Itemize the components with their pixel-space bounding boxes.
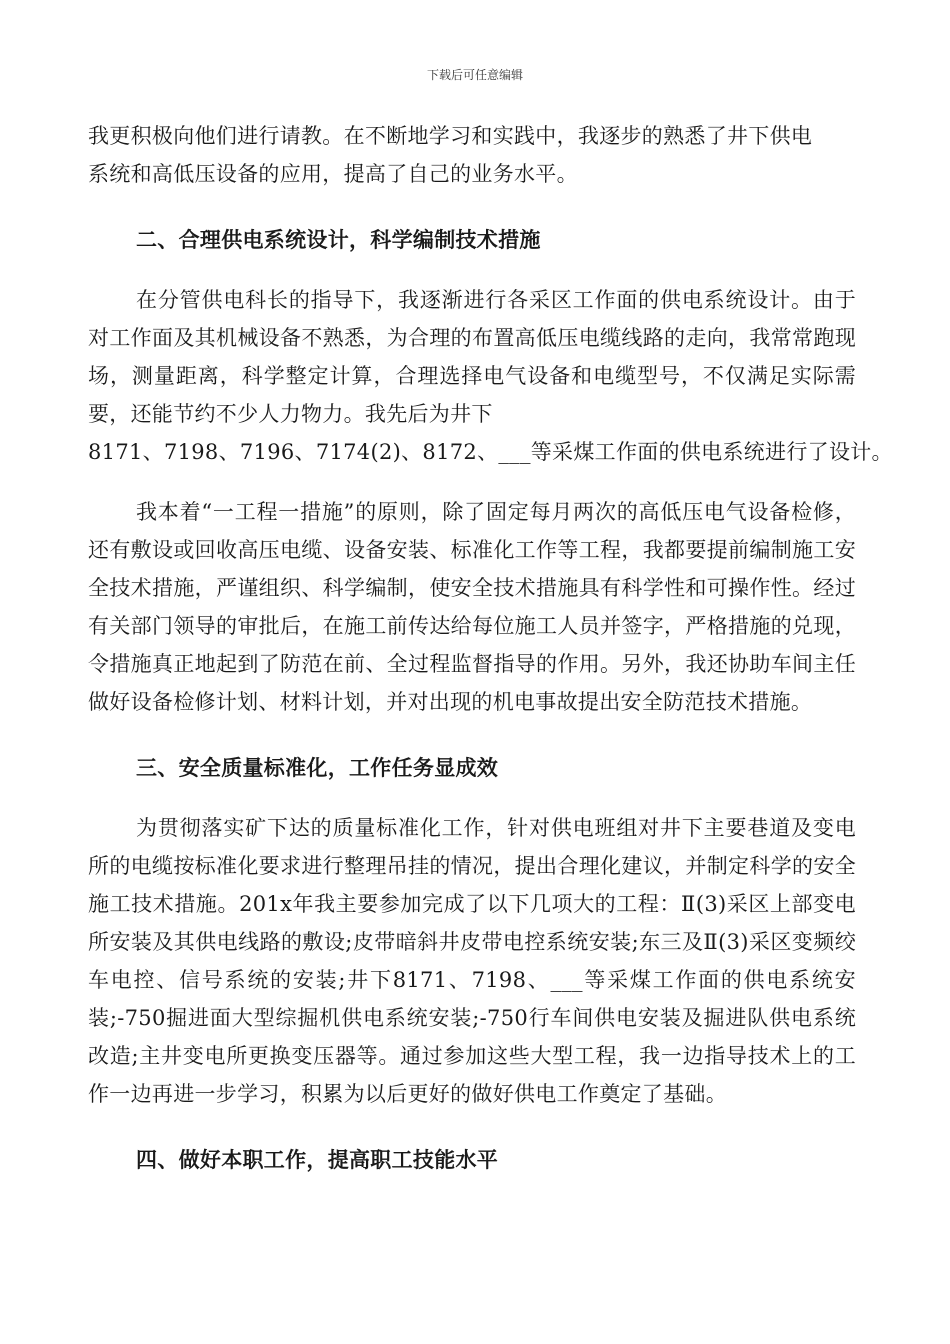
paragraph-power-design-tail	[88, 433, 893, 471]
paragraph-standardization: 为贯彻落实矿下达的质量标准化工作，针对供电班组对井下主要巷道及变电所的电缆按标准化要求进行整理吊挂的情况，提出合理化建议，并制定科学的安全施工技术措施。201x年我主要参加完成了以下几项大的工程：Ⅱ(3)采区上部变电所安装及其供电线路的敷设;皮带暗斜井皮带电控系统安装;东三及Ⅱ(3)采区变频绞车电控、信号系统的安装;井下8171、7198、___等采煤工作面的供电系统安装;-750掘进面大型综掘机供电系统安装;-750行车间供电安装及掘进队供电系统改造;主井变电所更换变压器等。通过参加这些大型工程，我一边指导技术上的工作一边再进一步学习，积累为以后更好的做好供电工作奠定了基础。	[88, 816, 856, 1106]
paragraph-line: 系统和高低压设备的应用，提高了自己的业务水平。	[88, 162, 578, 186]
section-heading-2: 二、合理供电系统设计，科学编制技术措施	[136, 227, 541, 252]
paragraph-power-design: 在分管供电科长的指导下，我逐渐进行各采区工作面的供电系统设计。由于对工作面及其机械设备不熟悉，为合理的布置高低压电缆线路的走向，我常常跑现场，测量距离，科学整定计算，合理选择电气设备和电缆型号，不仅满足实际需要，还能节约不少人力物力。我先后为井下	[88, 288, 856, 426]
section-heading-3: 三、安全质量标准化，工作任务显成效	[136, 755, 499, 780]
paragraph-continuation	[88, 117, 856, 193]
page-header: 下载后可任意编辑	[426, 68, 523, 82]
paragraph-safety-measures: 我本着“一工程一措施”的原则，除了固定每月两次的高低压电气设备检修，还有敷设或回收高压电缆、设备安装、标准化工作等工程，我都要提前编制施工安全技术措施，严谨组织、科学编制，使安全技术措施具有科学性和可操作性。经过有关部门领导的审批后，在施工前传达给每位施工人员并签字，严格措施的兑现，令措施真正地起到了防范在前、全过程监督指导的作用。另外，我还协助车间主任做好设备检修计划、材料计划，并对出现的机电事故提出安全防范技术措施。	[88, 500, 856, 714]
document-body	[88, 117, 893, 1179]
paragraph-line: 我更积极向他们进行请教。在不断地学习和实践中，我逐步的熟悉了井下供电	[88, 124, 813, 148]
section-heading-4: 四、做好本职工作，提高职工技能水平	[136, 1147, 499, 1172]
paragraph-line: 8171、7198、7196、7174(2)、8172、___等采煤工作面的供电系统进行了设计。	[88, 440, 893, 464]
